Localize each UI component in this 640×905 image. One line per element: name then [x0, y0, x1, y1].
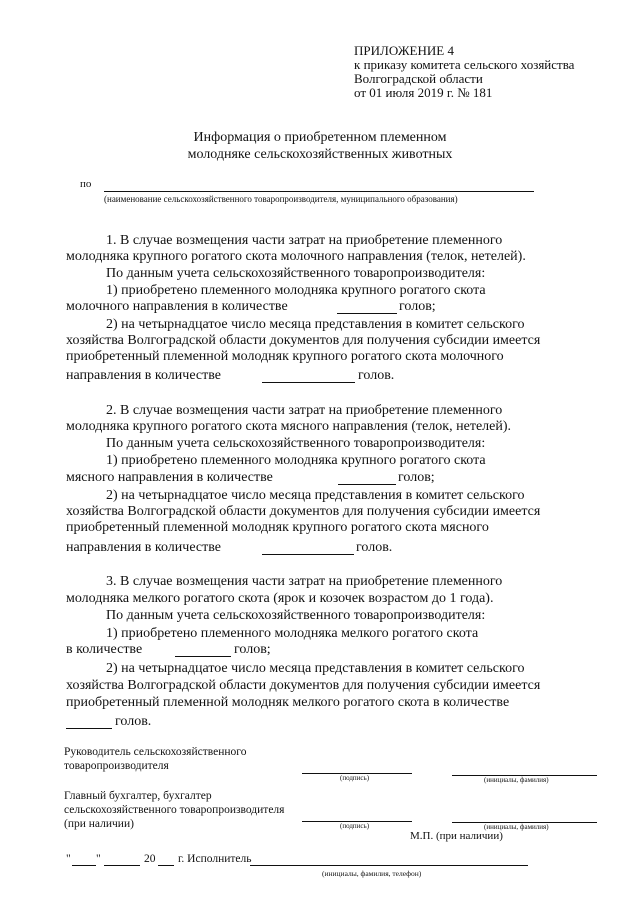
sig-acc-line3: (при наличии)	[64, 818, 134, 830]
s1-item1-blank	[337, 313, 397, 314]
heading-line-1: Информация о приобретенном племенном	[193, 130, 447, 145]
s3-item1-line1: 1) приобретено племенного молодняка мелкого рогатого скота	[106, 626, 479, 641]
s3-item2-tail: голов.	[115, 714, 152, 729]
s3-p1-line2: молодняка мелкого рогатого скота (ярок и козочек возрастом до 1 года).	[66, 591, 494, 606]
stamp-place-label: М.П. (при наличии)	[410, 830, 503, 842]
s2-item2-line2: хозяйства Волгоградской области документов для получения субсидии имеется	[66, 504, 541, 519]
sig-head-line2: товаропроизводителя	[64, 760, 169, 772]
date-quote-close: "	[96, 853, 101, 865]
s1-item2-line4: направления в количестве	[66, 368, 221, 383]
executor-line	[250, 865, 528, 866]
s1-item2-blank	[262, 382, 355, 383]
s2-item2-tail: голов.	[356, 540, 393, 555]
po-caption: (наименование сельскохозяйственного товаропроизводителя, муниципального образования)	[104, 194, 458, 204]
po-underline	[104, 191, 534, 192]
appendix-line-1: к приказу комитета сельского хозяйства	[354, 57, 575, 72]
s3-item1-blank	[175, 656, 231, 657]
s1-item2-line3: приобретенный племенной молодняк крупного рогатого скота молочного	[66, 349, 504, 364]
appendix-title: ПРИЛОЖЕНИЕ 4	[354, 43, 454, 58]
s1-item1-line2: молочного направления в количестве	[66, 299, 288, 314]
sig-acc-line1: Главный бухгалтер, бухгалтер	[64, 790, 212, 802]
s1-item2-tail: голов.	[358, 368, 395, 383]
date-month-blank	[104, 865, 140, 866]
executor-label: г. Исполнитель	[178, 853, 252, 865]
s1-item2-line1: 2) на четырнадцатое число месяца представления в комитет сельского	[106, 317, 525, 332]
sig-acc-line2: сельскохозяйственного товаропроизводителя	[64, 804, 285, 816]
s1-item1-line1: 1) приобретено племенного молодняка крупного рогатого скота	[106, 283, 486, 298]
sig-head-line1: Руководитель сельскохозяйственного	[64, 746, 247, 758]
heading-line-2: молодняке сельскохозяйственных животных	[187, 147, 453, 162]
s2-p2: По данным учета сельскохозяйственного товаропроизводителя:	[106, 436, 486, 451]
s2-item2-blank	[262, 554, 354, 555]
po-label: по	[80, 178, 92, 190]
executor-caption: (инициалы, фамилия, телефон)	[322, 869, 422, 878]
s3-item2-line2: хозяйства Волгоградской области документов для получения субсидии имеется	[66, 678, 541, 693]
s3-p1-line1: 3. В случае возмещения части затрат на приобретение племенного	[106, 574, 503, 589]
s2-item2-line3: приобретенный племенной молодняк крупного рогатого скота мясного	[66, 520, 489, 535]
s1-p2: По данным учета сельскохозяйственного товаропроизводителя:	[106, 266, 486, 281]
sig-acc-signature-caption: (подпись)	[340, 822, 370, 830]
s2-item1-tail: голов;	[398, 470, 435, 485]
s1-p1-line1: 1. В случае возмещения части затрат на приобретение племенного	[106, 233, 503, 248]
date-quote-open: "	[66, 853, 71, 865]
s2-p1-line2: молодняка крупного рогатого скота мясного направления (телок, нетелей).	[66, 419, 512, 434]
sig-head-signature-caption: (подпись)	[340, 774, 370, 782]
date-day-blank	[72, 865, 96, 866]
s3-item2-line3: приобретенный племенной молодняк мелкого рогатого скота в количестве	[66, 695, 510, 710]
s3-p2: По данным учета сельскохозяйственного товаропроизводителя:	[106, 608, 486, 623]
s3-item1-line2: в количестве	[66, 642, 143, 657]
s3-item2-line1: 2) на четырнадцатое число месяца представления в комитет сельского	[106, 661, 525, 676]
sig-head-initials-caption: (инициалы, фамилия)	[484, 776, 549, 784]
s2-item2-line1: 2) на четырнадцатое число месяца представления в комитет сельского	[106, 488, 525, 503]
s2-item1-blank	[338, 484, 396, 485]
sig-acc-initials-caption: (инициалы, фамилия)	[484, 823, 549, 831]
s2-p1-line1: 2. В случае возмещения части затрат на приобретение племенного	[106, 403, 503, 418]
s2-item1-line2: мясного направления в количестве	[66, 470, 273, 485]
s1-item1-tail: голов;	[399, 299, 436, 314]
appendix-line-2: Волгоградской области	[354, 71, 483, 86]
s3-item2-blank	[66, 728, 112, 729]
date-year-blank	[158, 865, 174, 866]
s1-p1-line2: молодняка крупного рогатого скота молочного направления (телок, нетелей).	[66, 249, 526, 264]
s2-item2-line4: направления в количестве	[66, 540, 221, 555]
s3-item1-tail: голов;	[234, 642, 271, 657]
s2-item1-line1: 1) приобретено племенного молодняка крупного рогатого скота	[106, 453, 486, 468]
appendix-line-3: от 01 июля 2019 г. № 181	[354, 85, 493, 100]
s1-item2-line2: хозяйства Волгоградской области документов для получения субсидии имеется	[66, 333, 541, 348]
date-year-prefix: 20	[144, 853, 156, 865]
